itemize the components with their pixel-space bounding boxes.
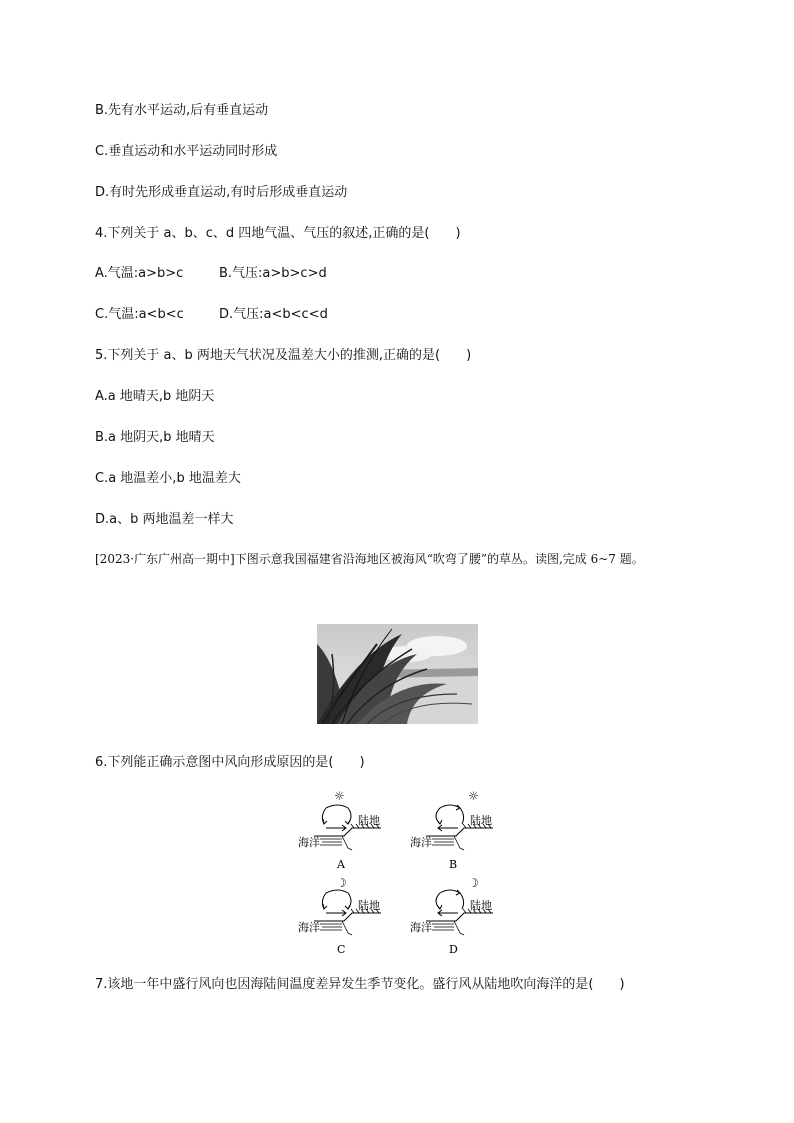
question-3-option-d: D.有时先形成垂直运动,有时后形成垂直运动 xyxy=(95,185,348,200)
question-5-option-d: D.a、b 两地温差一样大 xyxy=(95,512,234,527)
diagram-a-sea-label: 海洋 xyxy=(298,836,320,849)
diagram-b-sea-label: 海洋 xyxy=(410,836,432,849)
question-4-option-a: A.气温:a>b>c xyxy=(95,266,184,281)
diagram-b xyxy=(408,790,518,870)
sun-icon: ☼ xyxy=(334,790,345,803)
diagram-c-letter: C xyxy=(337,943,346,955)
diagram-d-land-label: 陆地 xyxy=(470,899,492,912)
diagram-a-letter: A xyxy=(337,858,345,870)
question-4-option-d: D.气压:a<b<c<d xyxy=(219,307,328,322)
diagram-c-sea-label: 海洋 xyxy=(298,921,320,934)
diagram-d-letter: D xyxy=(449,943,458,955)
diagram-a xyxy=(296,790,406,870)
diagram-d-sea-label: 海洋 xyxy=(410,921,432,934)
question-5-option-a: A.a 地晴天,b 地阴天 xyxy=(95,389,215,404)
question-4-option-b: B.气压:a>b>c>d xyxy=(219,266,327,281)
diagram-b-land-label: 陆地 xyxy=(470,814,492,827)
question-4-stem: 4.下列关于 a、b、c、d 四地气温、气压的叙述,正确的是( ) xyxy=(95,226,461,241)
question-5-stem: 5.下列关于 a、b 两地天气状况及温差大小的推测,正确的是( ) xyxy=(95,348,472,363)
diagram-c-land-label: 陆地 xyxy=(358,899,380,912)
diagram-c xyxy=(296,875,406,955)
question-3-option-b: B.先有水平运动,后有垂直运动 xyxy=(95,103,269,118)
grass-photo xyxy=(317,624,478,724)
diagram-b-letter: B xyxy=(449,858,458,870)
question-7-stem: 7.该地一年中盛行风向也因海陆间温度差异发生季节变化。盛行风从陆地吹向海洋的是( ) xyxy=(95,977,625,992)
moon-icon: ☽ xyxy=(468,876,479,890)
question-4-option-c: C.气温:a<b<c xyxy=(95,307,184,322)
diagram-d xyxy=(408,875,518,955)
question-3-option-c: C.垂直运动和水平运动同时形成 xyxy=(95,144,278,159)
moon-icon: ☽ xyxy=(336,876,347,890)
sun-icon: ☼ xyxy=(468,790,479,803)
passage-intro: [2023·广东广州高一期中]下图示意我国福建省沿海地区被海风“吹弯了腰”的草丛。读图,完成 6~7 题。 xyxy=(95,552,644,566)
question-5-option-c: C.a 地温差小,b 地温差大 xyxy=(95,471,241,486)
question-5-option-b: B.a 地阴天,b 地晴天 xyxy=(95,430,215,445)
diagram-a-land-label: 陆地 xyxy=(358,814,380,827)
question-6-stem: 6.下列能正确示意图中风向形成原因的是( ) xyxy=(95,755,365,770)
